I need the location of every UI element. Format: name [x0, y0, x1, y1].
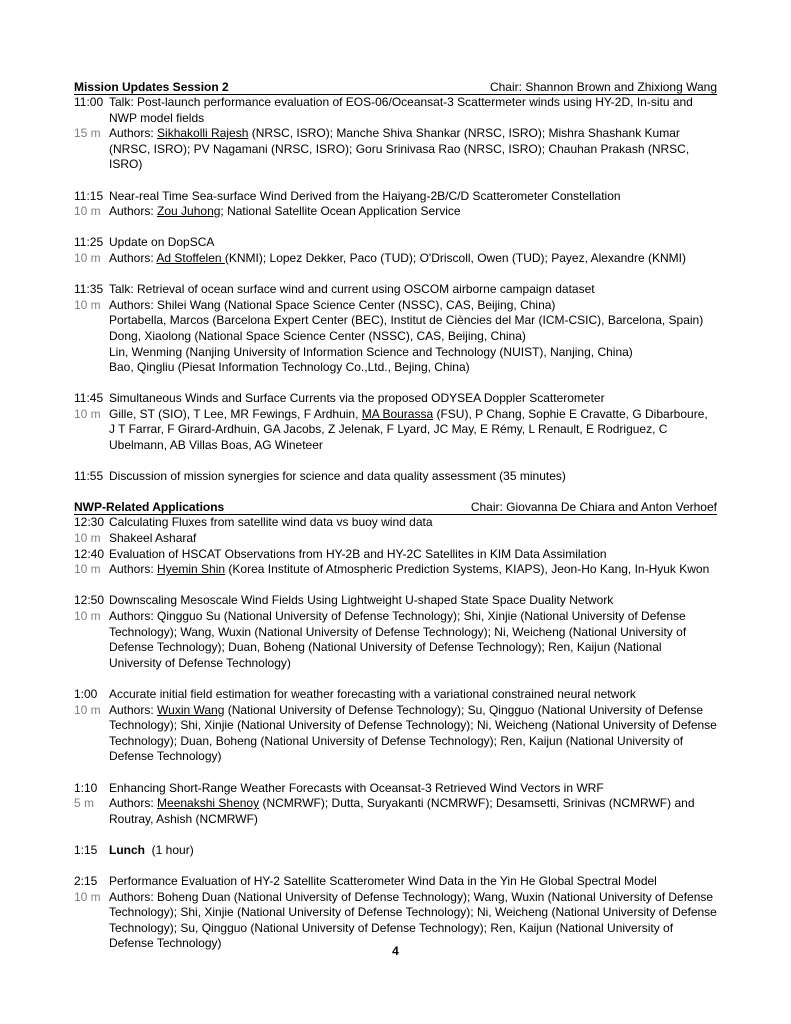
session-item — [74, 547, 717, 563]
item-time: 12:30 — [74, 515, 105, 530]
session-item — [74, 282, 717, 298]
item-authors: Authors: Qingguo Su (National University of Defense Technology); Shi, Xinjie (National University of Defense Technology); Wang, Wuxin (National University of Defense Technology); Ni, Weicheng (National University of Defense Technology); Duan, Boheng (National University of Defense Technology); Ren, Kaijun (National University of Defense Technology) — [109, 609, 687, 670]
authors-rest: (FSU), P Chang, Sophie E Cravatte, G Dibarboure, J T Farrar, F Girard-Ardhuin, GA Jacobs, Z Jelenak, F Lyard, JC May, E Rémy, L Renault, E Rodriguez, C Ubelmann, AB Villas Boas, AG Wineteer — [109, 406, 708, 453]
item-title: Accurate initial field estimation for weather forecasting with a variational constrained neural network — [109, 686, 636, 701]
authors-prefix: Authors: — [109, 702, 158, 717]
page-number: 4 — [392, 944, 399, 958]
session-authors — [74, 251, 717, 267]
section-title: Mission Updates Session 2 — [74, 80, 229, 94]
item-duration: 10 m — [74, 204, 101, 219]
item-time: 1:15 — [74, 842, 98, 857]
lunch-note: (1 hour) — [145, 842, 194, 857]
authors-rest: ; National Satellite Ocean Application Service — [220, 204, 461, 219]
session-item — [74, 235, 717, 251]
session-item — [74, 391, 717, 407]
item-authors — [109, 796, 717, 827]
session-item — [74, 95, 717, 126]
presenter-name: Meenakshi Shenoy — [157, 796, 260, 811]
session-authors — [74, 126, 717, 173]
presenter-name: Wuxin Wang — [157, 702, 225, 717]
item-time: 12:40 — [74, 546, 105, 561]
authors-prefix: Authors: — [109, 562, 158, 577]
presenter-name: Hyemin Shin — [157, 562, 226, 577]
session-item — [74, 515, 717, 531]
item-title: Simultaneous Winds and Surface Currents via the proposed ODYSEA Doppler Scatterometer — [109, 391, 605, 406]
section-chair: Chair: Shannon Brown and Zhixiong Wang — [489, 80, 717, 94]
item-duration: 10 m — [74, 702, 101, 717]
item-time: 2:15 — [74, 874, 98, 889]
presenter-name: MA Bourassa — [361, 406, 434, 421]
item-time: 11:35 — [74, 282, 104, 297]
item-title: Evaluation of HSCAT Observations from HY-2B and HY-2C Satellites in KIM Data Assimilation — [109, 546, 607, 561]
item-time: 11:25 — [74, 235, 104, 250]
item-time: 11:55 — [74, 469, 104, 484]
session-authors — [74, 703, 717, 765]
item-duration: 10 m — [74, 297, 101, 312]
item-authors — [109, 126, 717, 173]
item-time: 11:15 — [74, 188, 104, 203]
item-title: Performance Evaluation of HY-2 Satellite Scatterometer Wind Data in the Yin He Global Spectral Model — [109, 874, 657, 889]
item-authors — [109, 562, 717, 578]
agenda-page — [74, 80, 717, 952]
session-item — [74, 469, 717, 485]
authors-rest: (NCMRWF); Dutta, Suryakanti (NCMRWF); Desamsetti, Srinivas (NCMRWF) and Routray, Ashish (NCMRWF) — [109, 796, 695, 826]
authors-prefix: Authors: — [109, 126, 158, 141]
item-authors: Authors: Boheng Duan (National University of Defense Technology); Wang, Wuxin (National University of Defense Technology); Shi, Xinjie (National University of Defense Technology); Ni, Weicheng (National University of Defense Technology); Su, Qingguo (National University of Defense Technology); Ren, Kaijun (National University of Defense Technology) — [109, 889, 717, 951]
session-item — [74, 593, 717, 609]
session-authors — [74, 796, 717, 827]
session-item — [74, 189, 717, 205]
item-title: Downscaling Mesoscale Wind Fields Using Lightweight U-shaped State Space Duality Network — [109, 593, 614, 608]
item-duration: 10 m — [74, 250, 101, 265]
item-duration: 10 m — [74, 609, 101, 623]
session-authors — [74, 407, 717, 454]
item-authors: Shakeel Asharaf — [109, 531, 197, 546]
item-time: 11:00 — [74, 95, 104, 109]
item-duration: 10 m — [74, 562, 101, 577]
lunch-label: Lunch — [109, 842, 145, 857]
item-title: Update on DopSCA — [109, 235, 215, 250]
session-authors — [74, 531, 717, 547]
presenter-name: Ad Stoffelen — [156, 250, 225, 265]
item-authors — [109, 204, 717, 220]
lunch-item — [74, 843, 717, 859]
item-title: Discussion of mission synergies for science and data quality assessment (35 minutes) — [109, 469, 566, 484]
lunch-break — [109, 843, 717, 859]
authors-prefix: Authors: — [109, 796, 158, 811]
item-title: Near-real Time Sea-surface Wind Derived from the Haiyang-2B/C/D Scatterometer Constellation — [109, 188, 621, 203]
session-item — [74, 687, 717, 703]
item-title: Talk: Retrieval of ocean surface wind and current using OSCOM airborne campaign dataset — [109, 282, 595, 297]
item-duration: 15 m — [74, 126, 101, 141]
item-duration: 10 m — [74, 406, 101, 421]
item-title: Enhancing Short-Range Weather Forecasts with Oceansat-3 Retrieved Wind Vectors in WRF — [109, 780, 604, 795]
item-authors — [109, 298, 717, 376]
item-title: Calculating Fluxes from satellite wind data vs buoy wind data — [109, 515, 433, 530]
session-item — [74, 781, 717, 797]
authors-rest: (KNMI); Lopez Dekker, Paco (TUD); O'Driscoll, Owen (TUD); Payez, Alexandre (KNMI) — [224, 250, 686, 265]
author-line: Portabella, Marcos (Barcelona Expert Center (BEC), Institut de Ciències del Mar (ICM-CSIC), Barcelona, Spain) — [109, 313, 704, 328]
item-duration: 10 m — [74, 531, 101, 546]
presenter-name: Sikhakolli Rajesh — [157, 126, 249, 141]
author-line: Lin, Wenming (Nanjing University of Information Science and Technology (NUIST), Nanjing, China) — [109, 344, 633, 359]
item-duration: 10 m — [74, 889, 101, 904]
item-time: 1:00 — [74, 686, 98, 701]
item-authors — [109, 703, 717, 765]
authors-rest: (NRSC, ISRO); Manche Shiva Shankar (NRSC, ISRO); Mishra Shashank Kumar (NRSC, ISRO); PV Nagamani (NRSC, ISRO); Goru Srinivasa Rao (NRSC, ISRO); Chauhan Prakash (NRSC, ISRO) — [109, 126, 690, 172]
section-chair: Chair: Giovanna De Chiara and Anton Verhoef — [470, 500, 717, 515]
authors-prefix: Authors: — [109, 204, 158, 219]
author-line: Authors: Shilei Wang (National Space Science Center (NSSC), CAS, Beijing, China) — [109, 297, 556, 312]
item-authors — [109, 251, 717, 267]
authors-rest: (National University of Defense Technology); Su, Qingguo (National University of Defense Technology); Shi, Xinjie (National University of Defense Technology); Ni, Weicheng (National University of Defense Technology); Duan, Boheng (National University of Defense Technology); Ren, Kaijun (National University of Defense Technology) — [109, 702, 717, 764]
session-authors — [74, 609, 717, 671]
item-time: 11:45 — [74, 391, 104, 406]
item-title: Talk: Post-launch performance evaluation of EOS-06/Oceansat-3 Scattermeter winds using HY-2D, In-situ and NWP model fields — [109, 95, 693, 125]
authors-prefix: Gille, ST (SIO), T Lee, MR Fewings, F Ardhuin, — [109, 406, 362, 421]
section-header — [74, 80, 717, 95]
authors-rest: (Korea Institute of Atmospheric Prediction Systems, KIAPS), Jeon-Ho Kang, In-Hyuk Kwon — [225, 562, 710, 577]
section-header — [74, 500, 717, 515]
item-duration: 5 m — [74, 796, 95, 811]
item-time: 1:10 — [74, 780, 98, 795]
item-authors — [109, 407, 717, 454]
item-time: 12:50 — [74, 593, 105, 608]
authors-prefix: Authors: — [109, 250, 157, 265]
session-authors — [74, 890, 717, 952]
presenter-name: Zou Juhong — [157, 204, 221, 219]
author-line: Bao, Qingliu (Piesat Information Technology Co.,Ltd., Bejing, China) — [109, 360, 470, 375]
session-authors — [74, 562, 717, 578]
session-item — [74, 874, 717, 890]
author-line: Dong, Xiaolong (National Space Science Center (NSSC), CAS, Beijing, China) — [109, 328, 526, 343]
section-title: NWP-Related Applications — [74, 500, 225, 515]
session-authors — [74, 204, 717, 220]
session-authors — [74, 298, 717, 376]
